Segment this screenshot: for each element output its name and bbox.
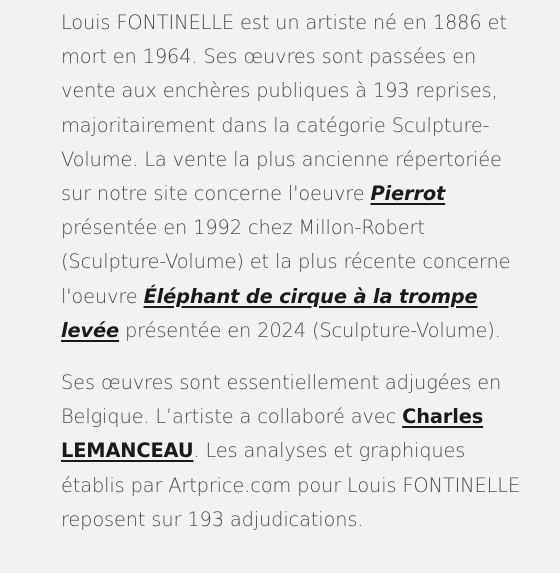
recent-artwork-link[interactable]: Éléphant de cirque à la trompe levée — [61, 284, 478, 342]
biography-paragraph-collaboration — [61, 366, 531, 537]
sales-summary-text: Louis FONTINELLE est un artiste né en 1886 et mort en 1964. Ses œuvres sont passées en vente aux enchères publiques à 193 reprises, majoritairement dans la catégorie Sculpture-Volume. La vente la plus ancienne répertoriée sur notre site concerne l'oeuvre — [61, 11, 507, 206]
oldest-artwork-link[interactable]: Pierrot — [370, 182, 446, 206]
analysis-basis-text: . Les analyses et graphiques établis par Artprice.com pour Louis FONTINELLE reposent sur 193 adjudications. — [61, 439, 520, 531]
artist-biography — [61, 6, 531, 537]
oldest-sale-details-text: présentée en 1992 chez Millon-Robert (Sculpture-Volume) et la plus récente concerne l'oeuvre — [61, 216, 511, 308]
collaborator-artist-link[interactable]: Charles LEMANCEAU — [61, 405, 484, 463]
recent-sale-details-text: présentée en 2024 (Sculpture-Volume). — [119, 318, 501, 342]
biography-paragraph-sales — [61, 6, 531, 348]
market-location-text: Ses œuvres sont essentiellement adjugées en Belgique. L’artiste a collaboré avec — [61, 371, 502, 429]
